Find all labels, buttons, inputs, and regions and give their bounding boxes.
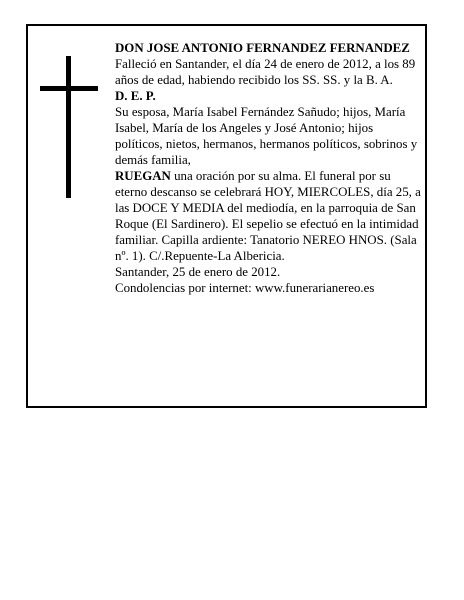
cross-horizontal-bar xyxy=(40,86,98,91)
place-date: Santander, 25 de enero de 2012. xyxy=(115,265,281,279)
family-list: Su esposa, María Isabel Fernández Sañudo; hijos, María Isabel, María de los Angeles y José Antonio; hijos políticos, nietos, hermanos, hermanos políticos, sobrinos y demás familia, xyxy=(115,105,418,167)
funeral-request xyxy=(115,168,423,264)
request-text: una oración por su alma. El funeral por su eterno descanso se celebrará HOY, MIERCOLES, día 25, a las DOCE Y MEDIA del mediodía, en la parroquia de San Roque (El Sardinero). El sepelio se efectuó en la intimidad familiar. Capilla ardiente: Tanatorio NEREO HNOS. (Sala nº. 1). C/.Repuente-La Albericia. xyxy=(115,169,421,263)
cross-vertical-bar xyxy=(66,56,71,198)
request-keyword: RUEGAN xyxy=(115,169,171,183)
obituary-notice xyxy=(26,24,427,408)
notice-body xyxy=(115,40,423,296)
deceased-name: DON JOSE ANTONIO FERNANDEZ FERNANDEZ xyxy=(115,41,410,55)
death-statement: Falleció en Santander, el día 24 de enero de 2012, a los 89 años de edad, habiendo recibido los SS. SS. y la B. A. xyxy=(115,57,416,87)
rest-in-peace: D. E. P. xyxy=(115,89,156,103)
condolences-line: Condolencias por internet: www.funerarianereo.es xyxy=(115,281,375,295)
cross-icon xyxy=(40,56,98,198)
